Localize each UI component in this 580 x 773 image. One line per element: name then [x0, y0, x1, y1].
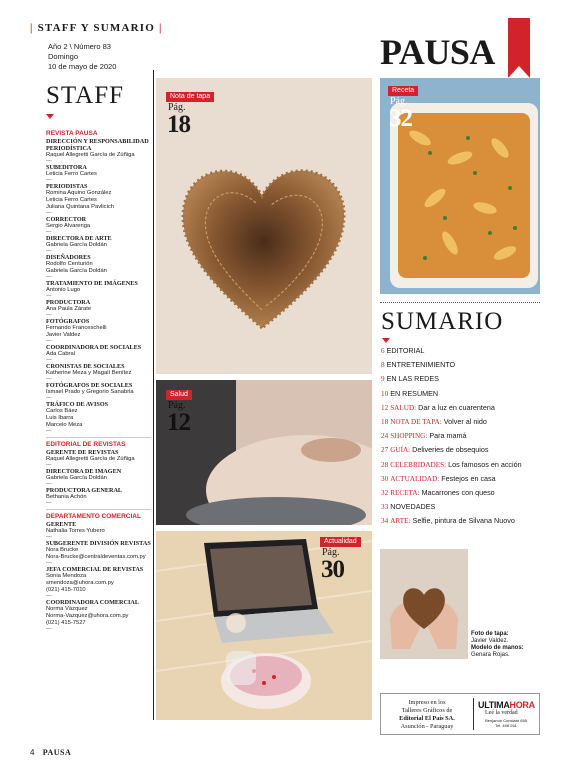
staff-role: CRONISTAS DE SOCIALES — [46, 363, 125, 370]
photo-credit-label: Foto de tapa: — [471, 631, 509, 637]
print-line: Talleres Gráficos de — [401, 707, 453, 714]
staff-person: Romina Aquino González — [46, 190, 112, 196]
separator — [46, 437, 151, 438]
staff-role: PERIODISTAS — [46, 183, 88, 190]
staff-person: Raquel Allegretti García de Zúñiga — [46, 152, 135, 158]
sumario-page: 33 — [381, 503, 389, 512]
sumario-text: Deliveries de obsequios — [412, 445, 489, 455]
staff-person: Nora-Brucke@centraldeventas.com.py — [46, 554, 146, 560]
staff-person: Carlos Báez — [46, 408, 78, 414]
staff-title: STAFF — [46, 82, 125, 109]
staff-role: DIRECTORA DE IMAGEN — [46, 468, 122, 475]
staff-column — [46, 82, 151, 717]
staff-role: FOTÓGRAFOS — [46, 318, 90, 325]
receta-page-number: 32 — [389, 105, 412, 132]
staff-person: Gabriela García Doldán — [46, 268, 107, 274]
staff-person: Marcelo Meza — [46, 422, 83, 428]
sumario-category: SALUD: — [390, 403, 417, 412]
issue-date: 10 de mayo de 2020 — [48, 62, 117, 71]
column-divider — [153, 70, 154, 720]
sumario-item[interactable] — [381, 389, 541, 400]
staff-person: Fernando Franceschelli — [46, 325, 107, 331]
print-info-box — [380, 693, 540, 735]
issue-info — [48, 42, 116, 72]
staff-person: Nathalia Torres Yubero — [46, 528, 105, 534]
ultimahora-address — [481, 718, 531, 728]
sumario-category: RECETA: — [390, 488, 420, 497]
issue-number: Año 2 \ Número 83 — [48, 42, 111, 51]
sumario-text: EN LAS REDES — [386, 374, 439, 384]
staff-role: PRODUCTORA GENERAL — [46, 487, 123, 494]
sumario-page: 9 — [381, 375, 385, 384]
staff-person: Bethania Achón — [46, 494, 87, 500]
sumario-text: EN RESUMEN — [390, 388, 439, 398]
print-divider — [473, 698, 474, 730]
separator — [46, 509, 151, 510]
salud-photo[interactable] — [156, 380, 372, 525]
cover-credits — [471, 631, 541, 659]
ultimahora-street: Benjamín Constant 658 — [485, 718, 527, 723]
sumario-item[interactable] — [381, 460, 541, 471]
sumario-category: CELEBRIDADES: — [390, 460, 447, 469]
dash-separator: — — [46, 312, 52, 318]
sumario-item[interactable] — [381, 374, 541, 385]
sumario-page: 34 — [381, 517, 389, 526]
receta-pag-word: Pág. — [390, 96, 408, 107]
salud-page-number: 12 — [167, 409, 190, 436]
staff-person: Nora Brucke — [46, 547, 79, 553]
tag-bar-left: | — [30, 22, 34, 34]
salud-pag-word: Pág. — [168, 400, 186, 411]
staff-person: Antonio Lugo — [46, 287, 81, 293]
sumario-item[interactable] — [381, 403, 541, 414]
sumario-page: 32 — [381, 488, 389, 497]
comercial-heading: DEPARTAMENTO COMERCIAL — [46, 513, 141, 520]
dash-separator: — — [46, 560, 52, 566]
nota-pag-word: Pág. — [168, 102, 186, 113]
sumario-text: Macarrones con queso — [421, 487, 495, 497]
dash-separator: — — [46, 158, 52, 164]
staff-person: Ada Cabral — [46, 351, 76, 357]
staff-role: TRÁFICO DE AVISOS — [46, 401, 109, 408]
nota-de-tapa-photo[interactable] — [156, 78, 372, 374]
staff-person: Javier Valdez — [46, 332, 81, 338]
sumario-page: 6 — [381, 347, 385, 355]
dash-separator: — — [46, 210, 52, 216]
staff-roles — [46, 138, 151, 434]
dash-separator: — — [46, 395, 52, 401]
revista-heading: REVISTA PAUSA — [46, 130, 98, 137]
dash-separator: — — [46, 481, 52, 487]
sumario-text: EDITORIAL — [386, 346, 425, 355]
staff-person: Juliana Quintana Pavlicich — [46, 204, 114, 210]
sumario-category: ARTE: — [390, 517, 411, 526]
bookmark-ribbon-icon — [508, 18, 530, 78]
print-line: Editorial El País SA. — [399, 715, 455, 722]
receta-photo[interactable] — [380, 78, 540, 294]
dash-separator: — — [46, 293, 52, 299]
staff-role: PRODUCTORA — [46, 299, 91, 306]
sumario-text: Para mamá — [429, 431, 467, 441]
staff-person: Gabriela García Doldán — [46, 242, 107, 248]
dash-separator: — — [46, 248, 52, 254]
sumario-category: GUÍA: — [390, 446, 411, 455]
staff-person: Sergio Alvarenga — [46, 223, 91, 229]
dash-separator: — — [46, 428, 52, 434]
staff-person: (021) 415-7010 — [46, 587, 86, 593]
staff-role: FOTÓGRAFOS DE SOCIALES — [46, 382, 133, 389]
staff-role: TRATAMIENTO DE IMÁGENES — [46, 280, 138, 287]
staff-role: GERENTE DE REVISTAS — [46, 449, 119, 456]
salud-label: Salud — [166, 390, 192, 400]
ultimahora-tagline: Leé la verdad — [485, 710, 518, 716]
cover-thumbnail[interactable] — [380, 549, 468, 659]
sumario-item[interactable] — [381, 488, 541, 499]
actualidad-photo[interactable] — [156, 531, 372, 720]
dash-separator: — — [46, 376, 52, 382]
staff-person: Ana Paula Zárate — [46, 306, 92, 312]
nota-page-number: 18 — [167, 111, 190, 138]
staff-person: Sonia Mendoza — [46, 573, 87, 579]
staff-person: Katherine Meza y Magalí Benítez — [46, 370, 132, 376]
dash-separator: — — [46, 357, 52, 363]
sumario-item[interactable] — [381, 502, 541, 513]
print-line: Asunción - Paraguay — [400, 723, 454, 730]
print-line: Impreso en los — [408, 699, 446, 706]
sumario-page: 18 — [381, 417, 389, 426]
sumario-text: Festejos en casa — [441, 473, 496, 483]
model-credit-name: Genara Rojas. — [471, 652, 510, 658]
issue-day: Domingo — [48, 52, 79, 61]
sumario-item[interactable] — [381, 360, 541, 371]
sumario-page: 30 — [381, 474, 389, 483]
dash-separator: — — [46, 338, 52, 344]
magazine-logo: PAUSA — [380, 32, 495, 72]
sumario-item[interactable] — [381, 346, 541, 357]
triangle-down-icon — [382, 338, 390, 343]
dash-separator: — — [46, 274, 52, 280]
sumario-category: SHOPPING: — [390, 432, 428, 441]
staff-role: DIRECCIÓN Y RESPONSABILIDAD PERIODÍSTICA — [46, 138, 149, 152]
sumario-page: 8 — [381, 361, 385, 370]
sumario-page: 10 — [381, 389, 389, 398]
model-credit-label: Modelo de manos: — [471, 645, 524, 651]
sumario-item[interactable] — [381, 417, 541, 428]
staff-person: Raquel Allegretti García de Zúñiga — [46, 456, 135, 462]
sumario-title: SUMARIO — [381, 308, 504, 335]
sumario-category: NOTA DE TAPA: — [390, 417, 442, 426]
staff-role: SUBEDITORA — [46, 164, 87, 171]
staff-role: DISEÑADORES — [46, 254, 91, 261]
dash-separator: — — [46, 229, 52, 235]
page-footer — [30, 748, 71, 757]
tag-bar-right: | — [158, 22, 163, 34]
staff-role: COORDINADORA COMERCIAL — [46, 599, 139, 606]
staff-role: COORDINADORA DE SOCIALES — [46, 344, 142, 351]
actualidad-page-number: 30 — [321, 556, 344, 583]
dash-separator: — — [46, 626, 52, 632]
dash-separator: — — [46, 500, 52, 506]
print-text — [384, 699, 470, 731]
section-tag — [30, 22, 163, 34]
pregnant-belly-image — [156, 380, 372, 525]
receta-label: Receta — [388, 86, 418, 96]
sumario-item[interactable] — [381, 431, 541, 442]
actualidad-label: Actualidad — [320, 537, 361, 547]
actualidad-pag-word: Pág. — [322, 547, 340, 558]
staff-person: Luis Ibarra — [46, 415, 74, 421]
editorial-roles — [46, 449, 151, 506]
sumario-page: 28 — [381, 460, 389, 469]
sumario-item[interactable] — [381, 516, 541, 527]
staff-person: Norma-Vazquez@uhora.com.py — [46, 613, 129, 619]
photo-credit-name: Javier Valdez. — [471, 638, 509, 644]
page-number: 4 — [30, 748, 35, 757]
staff-role: SUBGERENTE DIVISIÓN REVISTAS — [46, 540, 151, 547]
nota-label: Nota de tapa — [166, 92, 214, 102]
staff-person: Rodolfo Centurión — [46, 261, 93, 267]
ultimahora-logo: ULTIMAHORA — [478, 700, 535, 710]
sumario-text: Dar a luz en cuarentena — [418, 402, 495, 412]
sumario-text: NOVEDADES — [390, 502, 436, 512]
sumario-text: Volver al nido — [443, 416, 487, 426]
sumario-page: 24 — [381, 432, 389, 441]
staff-person: Leticia Ferro Cartes — [46, 197, 97, 203]
footer-brand: PAUSA — [42, 748, 72, 757]
comercial-roles — [46, 521, 151, 632]
sumario-page: 12 — [381, 403, 389, 412]
staff-role: GERENTE — [46, 521, 77, 528]
staff-person: Gabriela García Doldán — [46, 475, 107, 481]
staff-person: Leticia Ferro Cartes — [46, 171, 97, 177]
staff-person: Norma Vázquez — [46, 606, 88, 612]
sumario-item[interactable] — [381, 445, 541, 456]
dash-separator: — — [46, 593, 52, 599]
staff-role: DIRECTORA DE ARTE — [46, 235, 112, 242]
section-tag-text: STAFF Y SUMARIO — [37, 22, 155, 34]
sumario-page: 27 — [381, 446, 389, 455]
sumario-text: Selfie, pintura de Silvana Nuovo — [412, 516, 515, 526]
staff-person: (021) 415-7527 — [46, 620, 86, 626]
hands-nest-image — [380, 549, 468, 659]
triangle-down-icon — [46, 114, 54, 119]
staff-person: Ismael Prado y Gregorio Sanabria — [46, 389, 134, 395]
sumario-category: ACTUALIDAD: — [390, 474, 440, 483]
ultimahora-phone: Tel. 496 261 — [495, 723, 517, 728]
editorial-heading: EDITORIAL DE REVISTAS — [46, 441, 126, 448]
sumario-item[interactable] — [381, 474, 541, 485]
dash-separator: — — [46, 177, 52, 183]
dash-separator: — — [46, 534, 52, 540]
dash-separator: — — [46, 462, 52, 468]
sumario-text: Los famosos en acción — [448, 459, 522, 469]
staff-role: JEFA COMERCIAL DE REVISTAS — [46, 566, 144, 573]
staff-role: CORRECTOR — [46, 216, 87, 223]
sumario-rule — [380, 302, 540, 303]
staff-person: smendoza@uhora.com.py — [46, 580, 114, 586]
sumario-text: ENTRETENIMIENTO — [386, 360, 456, 370]
sumario-list — [381, 346, 541, 530]
